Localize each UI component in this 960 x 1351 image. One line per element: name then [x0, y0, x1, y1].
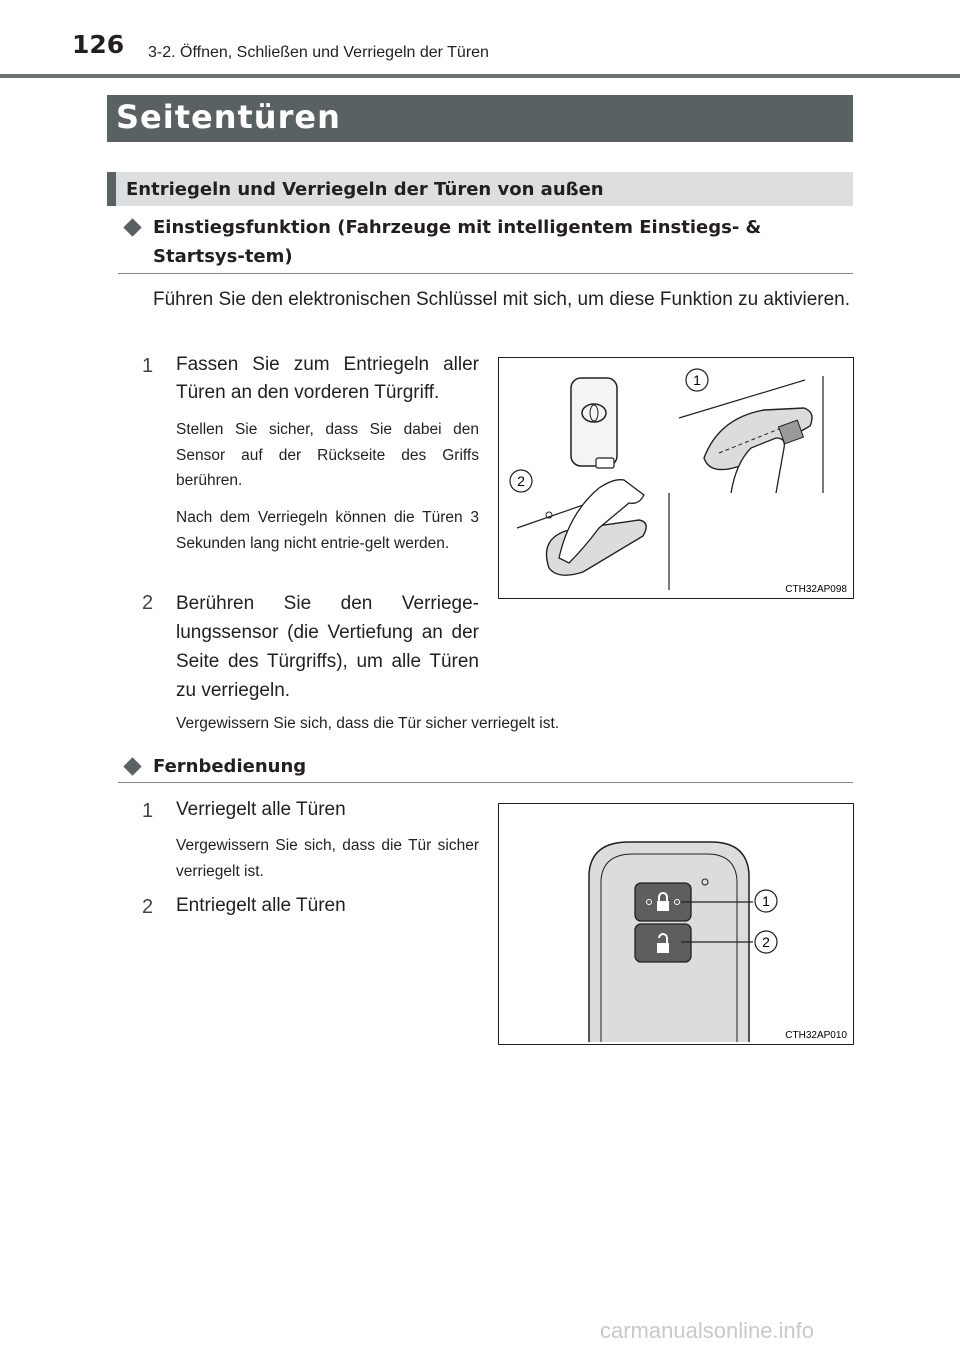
diamond-bullet-icon [123, 757, 141, 775]
step-1-note-b: Nach dem Verriegeln können die Türen 3 Sekunden lang nicht entrie-gelt werden. [176, 509, 479, 552]
heading-rule [118, 782, 853, 783]
step-1-text: Fassen Sie zum Entriegeln aller Türen an den vorderen Türgriff. [176, 354, 479, 403]
chapter-title: 3-2. Öffnen, Schließen und Verriegeln der Türen [148, 44, 489, 61]
remote-heading: Fernbedienung [153, 756, 307, 777]
remote-step-number-2: 2 [142, 896, 154, 918]
step-1-note-a: Stellen Sie sicher, dass Sie dabei den Sensor auf der Rückseite des Griffs berühren. [176, 421, 479, 489]
watermark: carmanualsonline.info [600, 1318, 815, 1343]
figure-code: CTH32AP098 [785, 584, 847, 595]
entry-function-intro: Führen Sie den elektronischen Schlüssel mit sich, um diese Funktion zu aktivieren. [153, 289, 851, 310]
upper-door-handle-icon [679, 376, 823, 493]
callout-2: 2 [517, 473, 525, 489]
remote-key-figure [498, 803, 854, 1045]
remote-step-number-1: 1 [142, 800, 154, 822]
door-handle-figure [498, 357, 854, 599]
callout-1: 1 [762, 893, 770, 909]
heading-rule [118, 273, 853, 274]
lower-door-handle-icon [517, 480, 669, 590]
step-number-2: 2 [142, 592, 154, 614]
page-number: 126 [72, 30, 125, 59]
entry-function-heading: Einstiegsfunktion (Fahrzeuge mit intelligentem Einstiegs- & Startsys-tem) [153, 217, 762, 267]
diamond-bullet-icon [123, 218, 141, 236]
lock-note: Vergewissern Sie sich, dass die Tür sicher verriegelt ist. [176, 715, 560, 732]
step-number-1: 1 [142, 355, 154, 377]
remote-step-2-text: Entriegelt alle Türen [176, 895, 346, 916]
callout-1: 1 [693, 372, 701, 388]
subsection-marker [107, 172, 116, 206]
step-2-text: Berühren Sie den Verriege-lungssensor (die Vertiefung an der Seite des Türgriffs), um alle Türen zu verriegeln. [176, 593, 479, 701]
unlock-button-icon [635, 924, 691, 962]
header-rule [0, 74, 960, 78]
remote-step-1-note: Vergewissern Sie sich, dass die Tür sicher verriegelt ist. [176, 837, 479, 880]
section-title: Seitentüren [116, 98, 341, 136]
remote-key-illustration [499, 804, 853, 1044]
figure-code: CTH32AP010 [785, 1030, 847, 1041]
subsection-title: Entriegeln und Verriegeln der Türen von außen [126, 179, 604, 200]
key-fob-icon [571, 378, 617, 468]
remote-step-1-text: Verriegelt alle Türen [176, 799, 346, 820]
callout-2: 2 [762, 934, 770, 950]
door-handle-illustration [499, 358, 853, 598]
